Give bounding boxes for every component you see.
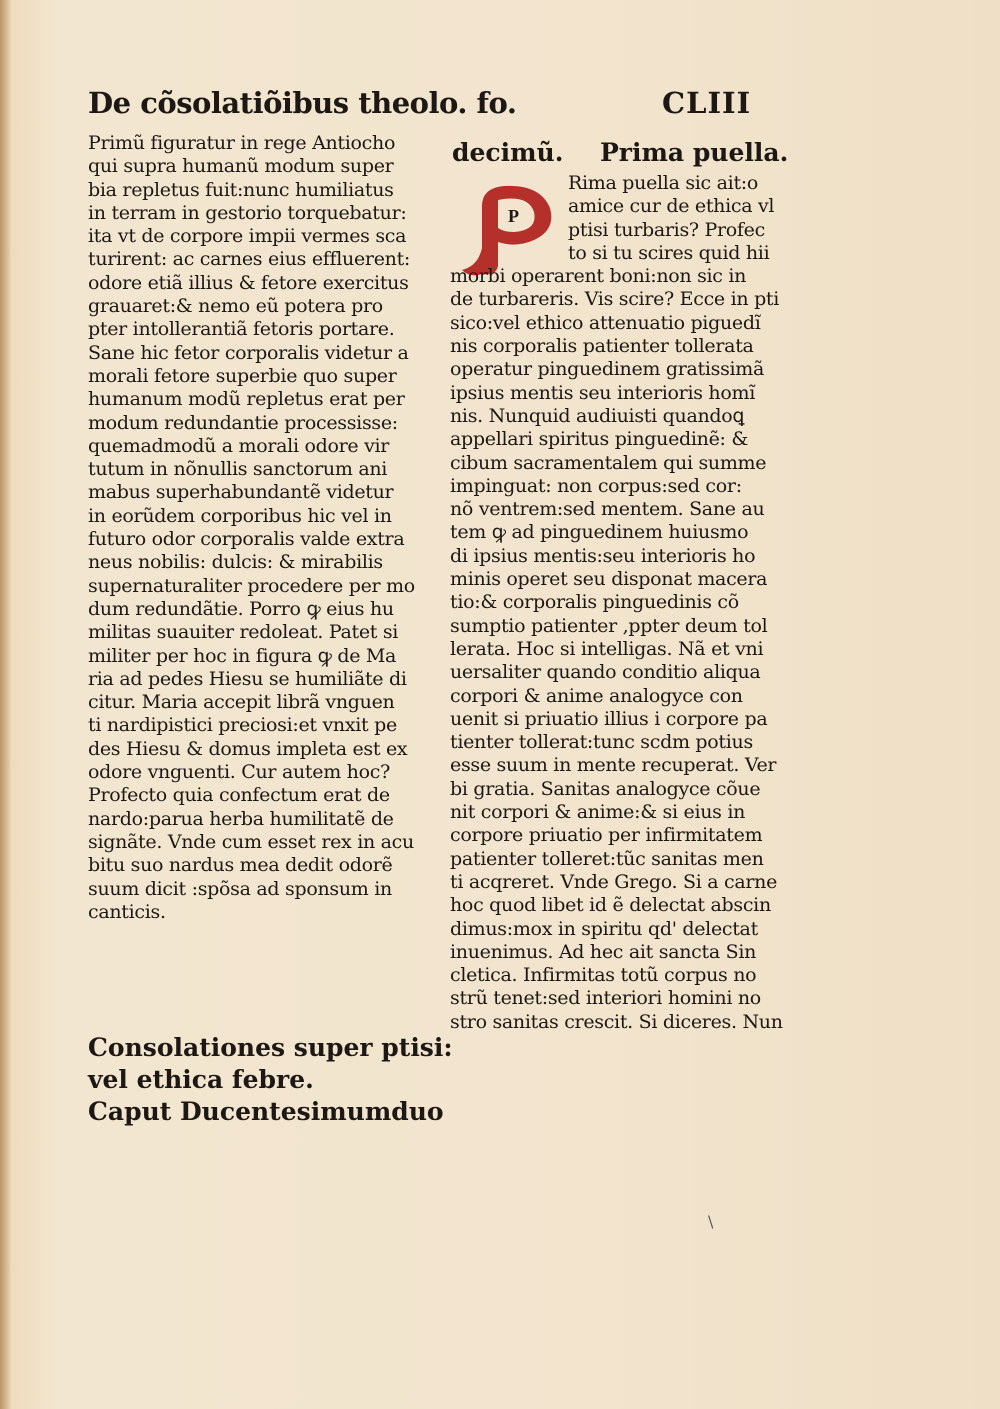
text-line: tutum in nõnullis sanctorum ani xyxy=(88,458,388,481)
text-line: futuro odor corporalis valde extra xyxy=(88,528,405,551)
folio-number: CLIII xyxy=(662,86,752,120)
text-line: cibum sacramentalem qui summe xyxy=(450,451,767,474)
text-line: bi gratia. Sanitas analogyce cõue xyxy=(450,777,761,800)
stray-mark: \ xyxy=(708,1212,714,1231)
text-line: modum redundantie processisse: xyxy=(88,411,398,434)
text-line: Profecto quia confectum erat de xyxy=(88,784,390,807)
running-title: De cõsolatiõibus theolo. fo. xyxy=(88,86,517,120)
text-line: dimus:mox in spiritu qd' delectat xyxy=(450,917,758,940)
text-line: uersaliter quando conditio aliqua xyxy=(450,661,761,684)
text-line: dum redundãtie. Porro ꝙ eius hu xyxy=(88,597,394,620)
page-gutter-shadow xyxy=(0,0,10,1409)
text-line: nõ ventrem:sed mentem. Sane au xyxy=(450,498,765,521)
section-title: Prima puella. xyxy=(600,138,789,167)
text-line: impinguat: non corpus:sed cor: xyxy=(450,474,742,497)
text-line: tem ꝙ ad pinguedinem huiusmo xyxy=(450,521,749,544)
text-line: citur. Maria accepit librã vnguen xyxy=(88,691,395,714)
text-line: nit corpori & anime:& si eius in xyxy=(450,801,746,824)
text-line: turirent: ac carnes eius effluerent: xyxy=(88,248,411,271)
text-line: in eorũdem corporibus hic vel in xyxy=(88,504,392,527)
text-line: morali fetore superbie quo super xyxy=(88,364,397,387)
text-line: odore vnguenti. Cur autem hoc? xyxy=(88,761,390,784)
text-line: militer per hoc in figura ꝙ de Ma xyxy=(88,644,397,667)
text-line: pter intollerantiã fetoris portare. xyxy=(88,318,395,341)
text-line: stro sanitas crescit. Si diceres. Nun xyxy=(450,1010,783,1033)
text-line: bia repletus fuit:nunc humiliatus xyxy=(88,178,394,201)
text-line: tienter tollerat:tunc scdm potius xyxy=(450,731,753,754)
initial-guide-letter: P xyxy=(508,206,519,226)
text-line: odore etiã illius & fetore exercitus xyxy=(88,271,409,294)
text-line: mabus superhabundantẽ videtur xyxy=(88,481,394,504)
text-line: qui supra humanũ modum super xyxy=(88,155,394,178)
text-line: neus nobilis: dulcis: & mirabilis xyxy=(88,551,383,574)
text-line: corpore priuatio per infirmitatem xyxy=(450,824,763,847)
chapter-heading xyxy=(88,1032,453,1128)
text-line: Sane hic fetor corporalis videtur a xyxy=(88,341,409,364)
text-line: minis operet seu disponat macera xyxy=(450,568,768,591)
text-line: di ipsius mentis:seu interioris ho xyxy=(450,544,756,567)
text-line: quemadmodũ a morali odore vir xyxy=(88,434,390,457)
text-line: humanum modũ repletus erat per xyxy=(88,388,405,411)
right-column xyxy=(450,172,800,1034)
text-line: nis corporalis patienter tollerata xyxy=(450,335,754,358)
text-line: amice cur de ethica vl xyxy=(568,195,775,218)
chapter-heading-line: vel ethica febre. xyxy=(88,1065,314,1094)
text-line: grauaret:& nemo eũ potera pro xyxy=(88,295,383,318)
text-line: tio:& corporalis pinguedinis cõ xyxy=(450,591,739,614)
chapter-continuation: decimũ. xyxy=(452,138,564,167)
text-line: des Hiesu & domus impleta est ex xyxy=(88,737,408,760)
chapter-heading-line: Caput Ducentesimumduo xyxy=(88,1097,444,1126)
text-line: Primũ figuratur in rege Antiocho xyxy=(88,132,396,154)
text-line: esse suum in mente recuperat. Ver xyxy=(450,754,777,777)
text-line: suum dicit :spõsa ad sponsum in xyxy=(88,877,392,900)
text-line: inuenimus. Ad hec ait sancta Sin xyxy=(450,940,757,963)
left-column xyxy=(88,132,433,924)
text-line: corpori & anime analogyce con xyxy=(450,684,743,707)
text-line: ti acqreret. Vnde Grego. Si a carne xyxy=(450,870,778,893)
text-line: nardo:parua herba humilitatẽ de xyxy=(88,807,394,830)
text-line: lerata. Hoc si intelligas. Nã et vni xyxy=(450,637,764,660)
text-line: patienter tolleret:tũc sanitas men xyxy=(450,847,764,870)
text-line: morbi operarent boni:non sic in xyxy=(450,265,747,288)
text-line: canticis. xyxy=(88,900,166,923)
text-line: nis. Nunquid audiuisti quandoꝗ xyxy=(450,404,745,427)
text-line: to si tu scires quid hii xyxy=(568,241,770,264)
text-line: ipsius mentis seu interioris homĩ xyxy=(450,381,755,404)
text-line: in terram in gestorio torquebatur: xyxy=(88,201,407,224)
text-line: Rima puella sic ait:o xyxy=(568,172,759,194)
text-line: militas suauiter redoleat. Patet si xyxy=(88,621,399,644)
text-line: bitu suo nardus mea dedit odorẽ xyxy=(88,854,393,877)
text-line: supernaturaliter procedere per mo xyxy=(88,574,415,597)
text-line: signãte. Vnde cum esset rex in acu xyxy=(88,830,414,853)
text-line: de turbareris. Vis scire? Ecce in pti xyxy=(450,288,780,311)
chapter-heading-line: Consolationes super ptisi: xyxy=(88,1033,453,1062)
text-line: ptisi turbaris? Profec xyxy=(568,218,765,241)
text-line: uenit si priuatio illius i corpore pa xyxy=(450,707,768,730)
text-line: appellari spiritus pinguedinẽ: & xyxy=(450,428,748,451)
text-line: sico:vel ethico attenuatio piguedĩ xyxy=(450,311,761,334)
text-line: ita vt de corpore impii vermes sca xyxy=(88,225,407,248)
text-line: operatur pinguedinem gratissimã xyxy=(450,358,765,381)
text-line: strũ tenet:sed interiori homini no xyxy=(450,987,761,1010)
text-line: ti nardipistici preciosi:et vnxit pe xyxy=(88,714,397,737)
text-line: ria ad pedes Hiesu se humiliãte di xyxy=(88,667,407,690)
text-line: cletica. Infirmitas totũ corpus no xyxy=(450,964,757,987)
text-line: hoc quod libet id ẽ delectat abscin xyxy=(450,894,771,917)
text-line: sumptio patienter ,ppter deum tol xyxy=(450,614,768,637)
